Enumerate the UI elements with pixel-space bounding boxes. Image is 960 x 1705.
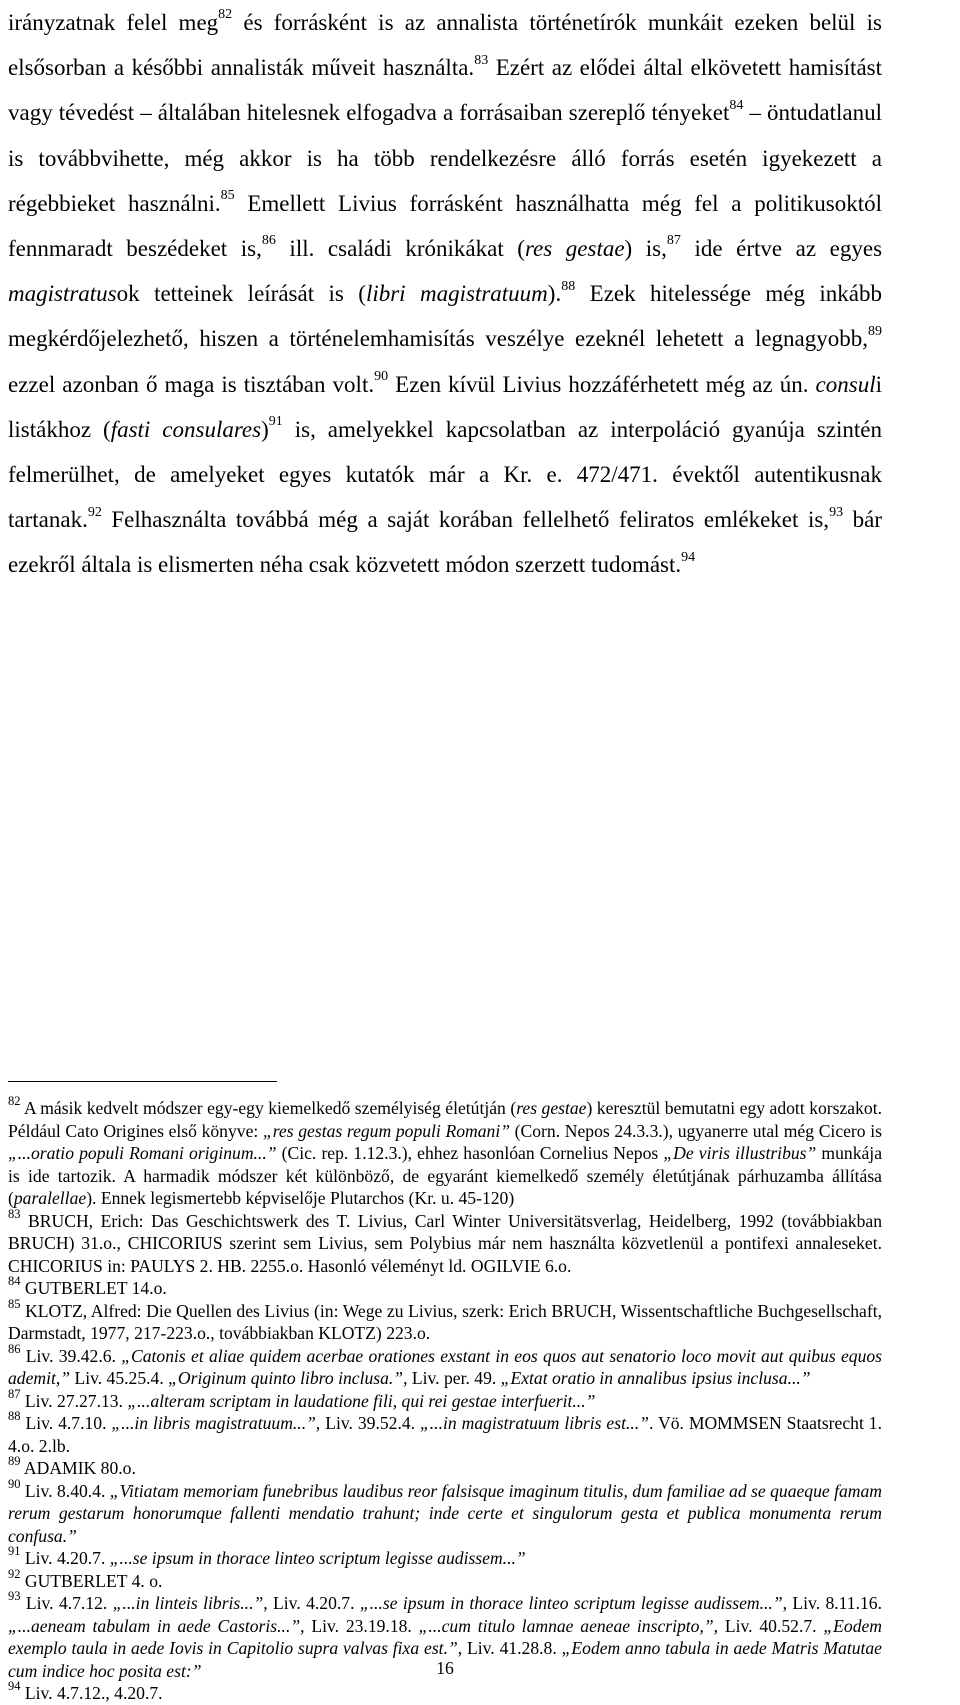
footnote-ref: 85 <box>220 188 235 204</box>
text-run: , Liv. 39.52.4. <box>315 1413 420 1433</box>
footnote-85 <box>8 1296 882 1345</box>
text-run: ide értve az egyes <box>680 236 883 262</box>
footnote-ref: 89 <box>868 323 882 339</box>
footnote-84 <box>8 1274 882 1300</box>
footnote-ref: 88 <box>561 278 576 294</box>
text-run: bár ezekről általa is elismerten néha csak közvetett módon szerzett tudomást. <box>8 507 882 578</box>
text-run: – öntudatlanul is továbbvihette, még akkor is ha több rendelkezésre álló forrás esetén igyekezett a régebbieket használni. <box>8 100 882 216</box>
italic-text: „...aeneam tabulam in aede Castoris...” <box>8 1615 301 1636</box>
italic-text: „Catonis et aliae quidem acerbae orationes exstant in eos quos aut senatorio loco movit aut quibus equos ademit,” <box>8 1345 883 1388</box>
footnote-number: 84 <box>8 1274 21 1289</box>
footnote-ref: 87 <box>666 233 681 249</box>
footnote-ref: 93 <box>829 504 844 520</box>
italic-text: „Originum quinto libro inclusa.” <box>168 1368 404 1388</box>
text-run: Ezen kívül Livius hozzáférhetett még az ún. <box>388 371 816 397</box>
footnote-ref: 86 <box>261 233 276 249</box>
text-run: BRUCH, Erich: Das Geschichtswerk des T. Livius, Carl Winter Universitätsverlag, Heidelberg, 1992 (továbbiakban BRUCH) 31.o., CHICORIUS szerint sem Livius, sem Polybius már nem használta közvetlenül a pontifexi annaleseket. CHICORIUS in: PAULYS 2. HB. 2255.o. Hasonló véleményt ld. OGILVIE 6.o. <box>8 1210 882 1276</box>
footnote-83 <box>8 1206 882 1278</box>
text-run: Liv. 27.27.13. <box>20 1390 128 1411</box>
text-run: is, amelyekkel kapcsolatban az interpoláció gyanúja szintén felmerülhet, de amelyeket egyes kutatók már a Kr. e. 472/471. évektől autentikusnak tartanak. <box>8 416 882 533</box>
text-run: munkája is ide tartozik. A harmadik módszer két különböző, de egyaránt kiemelkedő személy életútjának párhuzamba állítása ( <box>8 1143 883 1208</box>
footnote-94 <box>8 1679 882 1705</box>
page-number: 16 <box>436 1658 454 1678</box>
footnote-ref: 82 <box>218 7 233 23</box>
text-run: KLOTZ, Alfred: Die Quellen des Livius (in: Wege zu Livius, szerk: Erich BRUCH, Wissentschaftliche Buchgesellschaft, Darmstadt, 1977, 217-223.o., továbbiakban KLOTZ) 223.o. <box>8 1300 882 1343</box>
text-run: , Liv. 4.20.7. <box>263 1593 360 1613</box>
text-run: Liv. 45.25.4. <box>70 1368 169 1388</box>
text-run: és forrásként is az annalista történetírók munkáit ezeken belül is elsősorban a későbbi annalisták műveit használta. <box>8 10 882 81</box>
text-run: Ezek hitelessége még inkább megkérdőjelezhető, hiszen a történelemhamisítás veszélye ezeknél lehetett a legnagyobb, <box>8 281 882 352</box>
italic-text: paralellae <box>13 1188 87 1208</box>
footnote-number: 92 <box>8 1566 21 1581</box>
italic-text: „...cum titulo lamnae aeneae inscripto,” <box>418 1615 714 1636</box>
footnote-ref: 84 <box>729 97 744 113</box>
footnote-number: 86 <box>8 1341 21 1356</box>
text-run: Liv. 4.20.7. <box>20 1548 110 1568</box>
footnote-87 <box>8 1386 882 1413</box>
text-run: irányzatnak felel meg <box>8 10 219 35</box>
text-run: ). <box>547 281 562 307</box>
italic-text: magistratus <box>8 281 117 307</box>
text-run: , Liv. 41.28.8. <box>457 1638 562 1658</box>
footnote-ref: 91 <box>268 414 283 430</box>
text-run: Liv. 8.40.4. <box>20 1480 110 1501</box>
footnote-number: 87 <box>8 1386 21 1401</box>
footnote-ref: 83 <box>474 52 489 68</box>
italic-text: „Eodem exemplo taula in aede Iovis in Capitolio supra valvas fixa est.” <box>8 1615 882 1658</box>
text-run: , Liv. per. 49. <box>403 1368 501 1388</box>
text-run: i listákhoz ( <box>8 371 882 442</box>
text-run: ezzel azonban ő maga is tisztában volt. <box>8 371 375 397</box>
italic-text: „...alteram scriptam in laudatione fili, qui rei gestae interfuerit...” <box>127 1390 596 1411</box>
text-run: Emellett Livius forrásként használhatta még fel a politikusoktól fennmaradt beszédeket is, <box>8 190 882 262</box>
text-run: , Liv. 40.52.7. <box>713 1615 824 1636</box>
footnote-86 <box>8 1341 883 1390</box>
footnote-number: 85 <box>8 1296 21 1311</box>
text-run: ). Ennek legismertebb képviselője Plutarchos (Kr. u. 45-120) <box>86 1188 515 1208</box>
italic-text: „...se ipsum in thorace linteo scriptum legisse audissem...” <box>359 1593 783 1613</box>
italic-text: „Extat oratio in annalibus ipsius inclusa...” <box>500 1368 811 1388</box>
text-run: ill. családi krónikákat ( <box>275 236 525 262</box>
footnote-ref: 92 <box>87 504 102 520</box>
footnote-number: 94 <box>8 1679 21 1694</box>
text-run: Liv. 4.7.12., 4.20.7. <box>20 1683 163 1703</box>
text-run: Felhasználta továbbá még a saját korában fellelhető feliratos emlékeket is, <box>101 507 830 533</box>
italic-text: libri magistratuum <box>365 281 548 307</box>
footnote-number: 89 <box>8 1454 21 1469</box>
italic-text: „De viris illustribus” <box>663 1143 817 1163</box>
text-run: , Liv. 23.19.18. <box>300 1615 419 1636</box>
italic-text: „...in libris magistratuum...” <box>111 1413 316 1433</box>
footnote-number: 91 <box>8 1544 21 1559</box>
italic-text: „...in linteis libris...” <box>112 1593 264 1613</box>
text-run: ) is, <box>624 236 667 262</box>
footnote-ref: 94 <box>681 549 696 565</box>
footnote-number: 90 <box>8 1476 21 1491</box>
italic-text: „...oratio populi Romani originum...” <box>8 1143 277 1163</box>
text-run: GUTBERLET 4. o. <box>20 1570 163 1591</box>
footnote-82 <box>8 1094 883 1210</box>
text-run: ADAMIK 80.o. <box>20 1458 136 1478</box>
footnote-91 <box>8 1544 882 1570</box>
italic-text: res gestae <box>516 1098 587 1118</box>
italic-text: „Eodem anno tabula in aede Matris Matutae cum indice hoc posita est:” <box>8 1638 882 1681</box>
footnote-88 <box>8 1409 882 1457</box>
italic-text: res gestae <box>524 236 625 262</box>
footnote-number: 93 <box>8 1589 21 1604</box>
text-run: GUTBERLET 14.o. <box>20 1278 167 1298</box>
text-run: (Cic. rep. 1.12.3.), ehhez hasonlóan Cornelius Nepos <box>276 1143 664 1163</box>
text-run: Ezért az elődei által elkövetett hamisítást vagy tévedést – általában hitelesnek elfogadva a forrásaiban szereplő tényeket <box>8 55 882 126</box>
footnote-ref: 90 <box>374 368 389 384</box>
italic-text: fasti consulares <box>110 416 262 442</box>
footnote-89 <box>8 1454 882 1480</box>
text-run: Liv. 4.7.12. <box>20 1593 113 1613</box>
italic-text: „Vitiatam memoriam funebribus laudibus reor falsisque imaginum titulis, dum familiae ad se quaeque famam rerum gestarum honorumque fallenti mendatio trahunt; inde certe et singulorum gesta et publica monumenta rerum confusa.” <box>8 1480 882 1546</box>
footnote-number: 82 <box>8 1094 21 1109</box>
text-run: ok tetteinek leírását is ( <box>116 281 366 307</box>
body-paragraph <box>8 0 882 588</box>
footnote-number: 83 <box>8 1206 21 1221</box>
italic-text: „...se ipsum in thorace linteo scriptum legisse audissem...” <box>109 1548 526 1568</box>
footnote-90 <box>8 1476 882 1548</box>
footnote-number: 88 <box>8 1409 21 1424</box>
text-run: Liv. 4.7.10. <box>20 1413 112 1433</box>
italic-text: „...in magistratuum libris est...” <box>420 1413 649 1433</box>
italic-text: consul <box>815 371 876 397</box>
italic-text: „res gestas regum populi Romani” <box>262 1120 510 1141</box>
text-run: ) keresztül bemutatni egy adott korszakot. Például Cato Origines első könyve: <box>8 1098 882 1141</box>
text-run: ) <box>261 416 269 442</box>
text-run: A másik kedvelt módszer egy-egy kiemelkedő személyiség életútján ( <box>20 1098 517 1118</box>
text-run: Liv. 39.42.6. <box>20 1345 122 1366</box>
footnote-92 <box>8 1566 882 1593</box>
text-run: , Liv. 8.11.16. <box>782 1593 882 1613</box>
text-run: . Vö. MOMMSEN Staatsrecht 1. 4.o. 2.lb. <box>8 1413 882 1456</box>
footnote-separator <box>8 1081 277 1082</box>
footnotes <box>8 1094 883 1705</box>
text-run: (Corn. Nepos 24.3.3.), ugyanerre utal még Cicero is <box>510 1120 882 1141</box>
